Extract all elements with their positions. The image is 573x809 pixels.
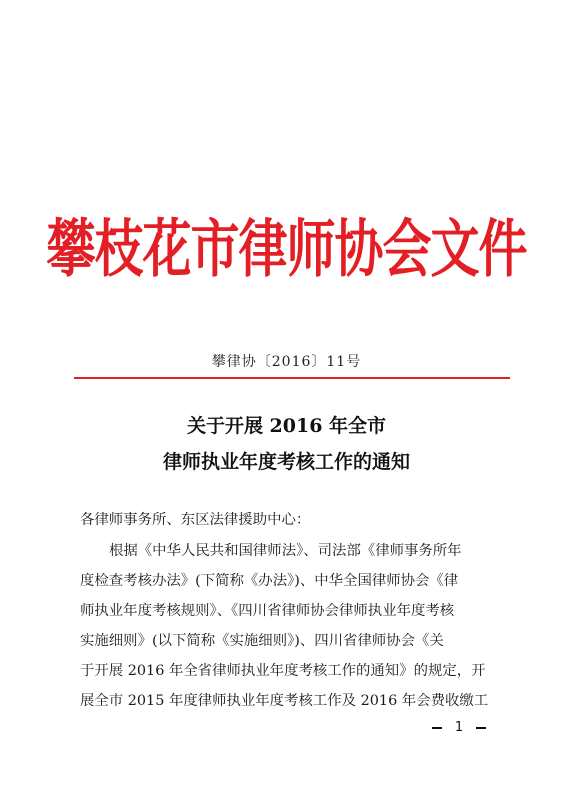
masthead-title: 攀枝花市律师协会文件	[46, 212, 527, 286]
notice-title-line-2: 律师执业年度考核工作的通知	[162, 451, 410, 473]
body-line: 实施细则》(以下简称《实施细则》)、四川省律师协会《关	[80, 633, 444, 649]
body-line: 于开展 2016 年全省律师执业年度考核工作的通知》的规定，开	[80, 663, 486, 679]
page-number-dash-right	[476, 727, 486, 729]
page-number-dash-left	[432, 727, 442, 729]
red-separator-rule	[74, 377, 510, 379]
body-line: 根据《中华人民共和国律师法》、司法部《律师事务所年	[109, 543, 462, 559]
body-line: 展全市 2015 年度律师执业年度考核工作及 2016 年会费收缴工	[80, 693, 489, 709]
document-number: 攀律协〔2016〕11号	[211, 354, 362, 370]
page-number	[432, 718, 486, 738]
page-number-value: 1	[454, 720, 464, 735]
body-line: 师执业年度考核规则》、《四川省律师协会律师执业年度考核	[80, 603, 455, 619]
salutation: 各律师事务所、东区法律援助中心：	[80, 512, 311, 528]
body-line: 度检查考核办法》(下简称《办法》)、中华全国律师协会《律	[80, 573, 459, 589]
notice-title-line-1: 关于开展 2016 年全市	[186, 415, 387, 437]
